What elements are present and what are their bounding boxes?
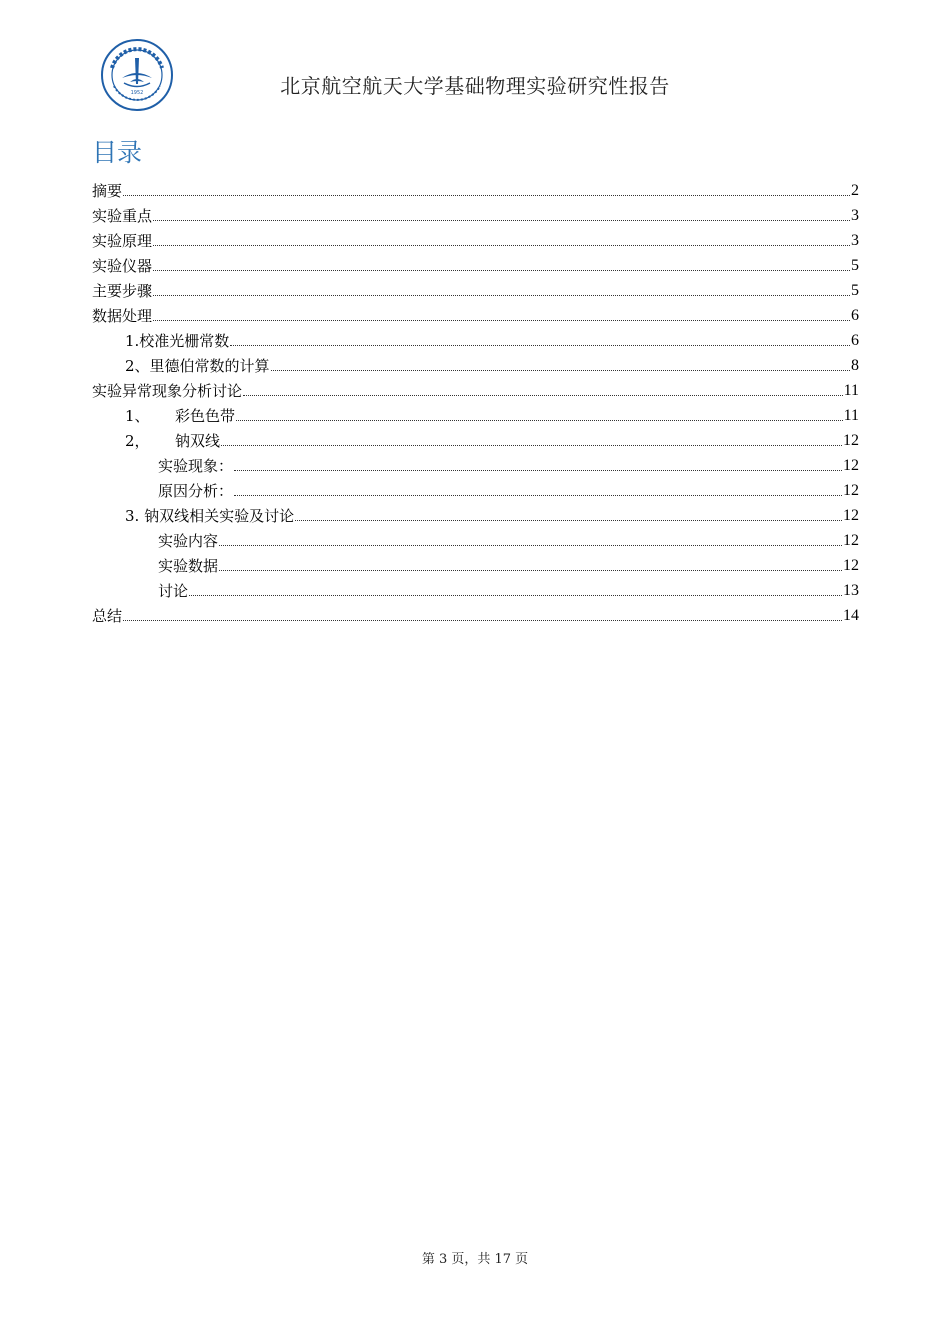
toc-entry-title: 实验内容 bbox=[158, 532, 219, 550]
toc-entry-cause-analysis[interactable] bbox=[92, 477, 859, 502]
toc-entry-experiment-data[interactable] bbox=[92, 552, 859, 577]
toc-entry-title: 实验数据 bbox=[158, 557, 219, 575]
toc-entry-page: 12 bbox=[843, 557, 859, 574]
toc-entry-page: 14 bbox=[843, 607, 859, 624]
toc-leader-dots bbox=[236, 419, 843, 421]
toc-entry-page: 12 bbox=[843, 432, 859, 449]
toc-entry-anomaly-analysis[interactable] bbox=[92, 377, 859, 402]
toc-entry-page: 8 bbox=[851, 357, 859, 374]
toc-entry-page: 12 bbox=[843, 507, 859, 524]
toc-entry-page: 6 bbox=[851, 307, 859, 324]
toc-leader-dots bbox=[123, 194, 850, 196]
toc-entry-title: 主要步骤 bbox=[92, 282, 153, 300]
toc-entry-steps[interactable] bbox=[92, 277, 859, 302]
toc-entry-title: 3. 钠双线相关实验及讨论 bbox=[125, 507, 295, 525]
toc-entry-key-points[interactable] bbox=[92, 202, 859, 227]
toc-leader-dots bbox=[219, 569, 842, 571]
toc-entry-title: 钠双线 bbox=[175, 432, 221, 450]
toc-entry-page: 3 bbox=[851, 207, 859, 224]
toc-entry-summary[interactable] bbox=[92, 602, 859, 627]
toc-heading: 目录 bbox=[92, 138, 143, 167]
toc-entry-page: 6 bbox=[851, 332, 859, 349]
toc-entry-page: 3 bbox=[851, 232, 859, 249]
toc-entry-page: 12 bbox=[843, 532, 859, 549]
toc-entry-phenomenon[interactable] bbox=[92, 452, 859, 477]
toc-leader-dots bbox=[219, 544, 842, 546]
toc-leader-dots bbox=[153, 319, 850, 321]
toc-leader-dots bbox=[221, 444, 842, 446]
toc-entry-doublet-experiment[interactable] bbox=[92, 502, 859, 527]
toc-entry-instruments[interactable] bbox=[92, 252, 859, 277]
toc-entry-title: 实验现象： bbox=[158, 457, 234, 475]
toc-leader-dots bbox=[123, 619, 842, 621]
toc-entry-principle[interactable] bbox=[92, 227, 859, 252]
toc-leader-dots bbox=[153, 294, 850, 296]
toc-entry-data-processing[interactable] bbox=[92, 302, 859, 327]
toc-entry-title: 1.校准光栅常数 bbox=[125, 332, 230, 350]
toc-entry-title: 2、里德伯常数的计算 bbox=[125, 357, 270, 375]
toc-entry-page: 5 bbox=[851, 282, 859, 299]
toc-entry-title: 原因分析： bbox=[158, 482, 234, 500]
toc-entry-page: 12 bbox=[843, 457, 859, 474]
toc-entry-sodium-doublet[interactable] bbox=[92, 427, 859, 452]
report-header-title: 北京航空航天大学基础物理实验研究性报告 bbox=[280, 74, 670, 98]
toc-entry-title: 实验异常现象分析讨论 bbox=[92, 382, 243, 400]
toc-entry-experiment-content[interactable] bbox=[92, 527, 859, 552]
toc-entry-title: 数据处理 bbox=[92, 307, 153, 325]
toc-leader-dots bbox=[271, 369, 850, 371]
toc-entry-color-bands[interactable] bbox=[92, 402, 859, 427]
toc-entry-title: 讨论 bbox=[158, 582, 189, 600]
toc-leader-dots bbox=[153, 244, 850, 246]
toc-leader-dots bbox=[153, 219, 850, 221]
toc-entry-grating-calibration[interactable] bbox=[92, 327, 859, 352]
toc-entry-page: 5 bbox=[851, 257, 859, 274]
toc-entry-number: 1、 bbox=[125, 407, 150, 425]
toc-entry-number: 2， bbox=[125, 432, 150, 450]
toc-entry-title: 实验重点 bbox=[92, 207, 153, 225]
toc-entry-title: 实验仪器 bbox=[92, 257, 153, 275]
toc-leader-dots bbox=[234, 494, 842, 496]
toc-entry-title: 摘要 bbox=[92, 182, 123, 200]
toc-entry-discussion[interactable] bbox=[92, 577, 859, 602]
toc-leader-dots bbox=[230, 344, 850, 346]
table-of-contents bbox=[92, 177, 859, 627]
page-footer: 第 3 页，共 17 页 bbox=[421, 1252, 529, 1267]
toc-entry-abstract[interactable] bbox=[92, 177, 859, 202]
toc-entry-title: 彩色色带 bbox=[175, 407, 236, 425]
toc-entry-page: 11 bbox=[843, 407, 859, 424]
toc-entry-page: 2 bbox=[851, 182, 859, 199]
toc-leader-dots bbox=[153, 269, 850, 271]
toc-entry-page: 12 bbox=[843, 482, 859, 499]
toc-leader-dots bbox=[189, 594, 842, 596]
toc-entry-page: 11 bbox=[843, 382, 859, 399]
toc-entry-title: 总结 bbox=[92, 607, 123, 625]
toc-leader-dots bbox=[295, 519, 842, 521]
toc-leader-dots bbox=[234, 469, 842, 471]
toc-entry-rydberg-calculation[interactable] bbox=[92, 352, 859, 377]
toc-entry-title: 实验原理 bbox=[92, 232, 153, 250]
toc-entry-page: 13 bbox=[843, 582, 859, 599]
logo-year: 1952 bbox=[130, 90, 144, 96]
toc-leader-dots bbox=[243, 394, 843, 396]
